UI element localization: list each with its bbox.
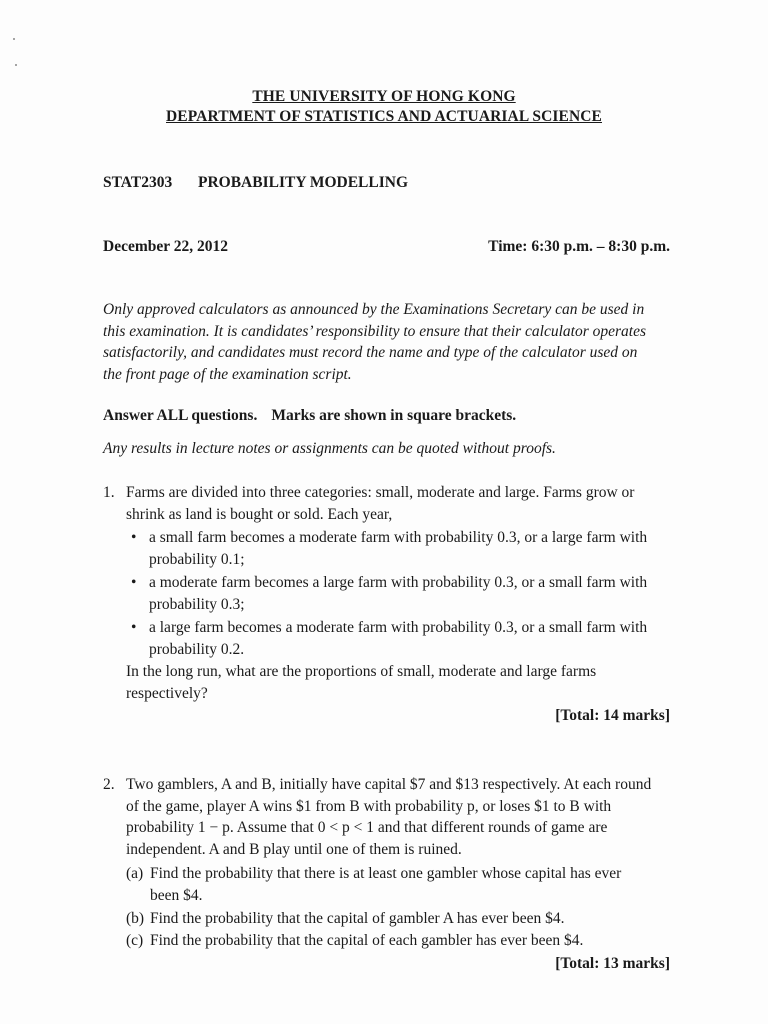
instruction-line: Only approved calculators as announced by the Examinations Secretary can be used in <box>103 301 645 318</box>
question-line: Two gamblers, A and B, initially have capital $7 and $13 respectively. At each round <box>126 776 652 793</box>
part-label: (b) <box>126 910 145 927</box>
question-line: respectively? <box>126 684 208 702</box>
question-line: In the long run, what are the proportions of small, moderate and large farms <box>126 663 597 680</box>
part-line: Find the probability that the capital of gambler A has ever been $4. <box>150 910 565 927</box>
scan-speck <box>15 64 17 66</box>
part-line: been $4. <box>150 886 203 904</box>
bullet-icon: • <box>131 574 137 591</box>
question-2-intro <box>126 774 671 860</box>
question-number: 1. <box>103 484 115 501</box>
department-title: DEPARTMENT OF STATISTICS AND ACTUARIAL SCIENCE <box>166 108 602 125</box>
question-1-closing <box>126 661 671 704</box>
bullet-line: a moderate farm becomes a large farm with probability 0.3, or a small farm with <box>149 574 648 591</box>
exam-date: December 22, 2012 <box>103 238 228 255</box>
bullet-line: a large farm becomes a moderate farm with probability 0.3, or a small farm with <box>149 619 648 636</box>
bullet-line: probability 0.1; <box>149 550 245 568</box>
university-title: THE UNIVERSITY OF HONG KONG <box>252 88 516 105</box>
bullet-icon: • <box>131 529 137 546</box>
part-label: (c) <box>126 932 144 949</box>
bullet-line: a small farm becomes a moderate farm with probability 0.3, or a large farm with <box>149 529 648 546</box>
part-line: Find the probability that the capital of each gambler has ever been $4. <box>150 932 584 949</box>
question-total-marks: [Total: 13 marks] <box>555 955 670 972</box>
course-name: PROBABILITY MODELLING <box>198 174 408 191</box>
course-code: STAT2303 <box>103 174 173 191</box>
calculator-instruction <box>103 299 673 385</box>
answer-all-text: Answer ALL questions. <box>103 407 258 424</box>
instruction-line: this examination. It is candidates’ responsibility to ensure that their calculator operates <box>103 322 647 340</box>
question-1-intro <box>126 482 671 525</box>
bullet-line: probability 0.2. <box>149 640 245 658</box>
instruction-line: satisfactorily, and candidates must record the name and type of the calculator used on <box>103 344 638 361</box>
question-line: probability 1 − p. Assume that 0 < p < 1 and that different rounds of game are <box>126 819 608 836</box>
exam-time: Time: 6:30 p.m. – 8:30 p.m. <box>488 238 670 255</box>
quote-note: Any results in lecture notes or assignments can be quoted without proofs. <box>103 440 556 457</box>
question-line: shrink as land is bought or sold. Each year, <box>126 505 393 523</box>
part-label: (a) <box>126 865 144 882</box>
question-line: independent. A and B play until one of them is ruined. <box>126 840 462 858</box>
part-line: Find the probability that there is at least one gambler whose capital has ever <box>150 865 622 882</box>
scan-speck <box>13 38 15 40</box>
bullet-line: probability 0.3; <box>149 595 245 613</box>
question-total-marks: [Total: 14 marks] <box>555 707 670 724</box>
instruction-line: the front page of the examination script. <box>103 365 352 383</box>
question-number: 2. <box>103 776 115 793</box>
question-line: Farms are divided into three categories: small, moderate and large. Farms grow or <box>126 484 635 501</box>
answer-instruction <box>103 405 516 427</box>
marks-note: Marks are shown in square brackets. <box>271 407 517 424</box>
bullet-icon: • <box>131 619 137 636</box>
question-line: of the game, player A wins $1 from B with probability p, or loses $1 to B with <box>126 797 612 815</box>
